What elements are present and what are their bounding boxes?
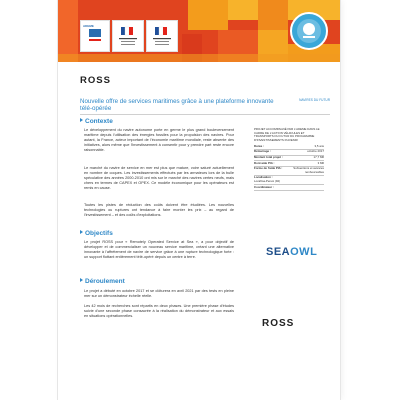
bullet-arrow-icon — [80, 118, 83, 122]
info-key: Dont aide PIA : — [254, 160, 275, 165]
info-value: Locafloa-Penvé (92) — [254, 179, 281, 184]
republique-francaise-logo-2 — [146, 20, 178, 52]
headline: Nouvelle offre de services maritimes grâce à une plateforme innovante télé-opérée — [80, 98, 274, 112]
section-heading-objectifs — [80, 230, 113, 237]
info-value: 3,5 ans — [314, 143, 324, 148]
contexte-paragraph-2: Le marché du navire de service en mer est plus que mature, voire saturé actuellement en nombre de coques. Les investissements effectués par les armateurs lors de la bulle spéculative des années 2000-2010 ont mis sur le marché des navires certes neufs, mais chers en termes de CAPEX et OPEX. Ce modèle économique pour les opérateurs est remis en cause. — [84, 166, 234, 190]
seaowl-logo — [266, 246, 317, 258]
deroulement-paragraph-1: Le projet a débuté en octobre 2017 et se clôturera en avril 2021 par des tests en pleine mer sur un démonstrateur échelle réelle. — [84, 289, 234, 298]
info-key: Forme de l'aide PIA : — [254, 166, 283, 171]
section-heading-contexte — [80, 118, 113, 125]
info-key: Durée : — [254, 143, 264, 148]
project-info-sidebar — [254, 128, 324, 191]
investissements-avenir-badge — [290, 12, 328, 50]
info-key: Montant total projet : — [254, 155, 283, 160]
marianne-icon — [113, 21, 143, 51]
coordinateur-block — [254, 185, 324, 191]
header-divider — [80, 114, 330, 115]
info-key: Localisation : — [254, 175, 273, 180]
contexte-paragraph-1: Le développement du navire autonome porte en germe le plus grand bouleversement maritime depuis l'utilisation des énergies fossiles pour la propulsion des navires. Pour autant, la France, acteur important de l'économie maritime mondiale, reste absente des initiatives, alors même que l'investissement à consentir pour y prendre part reste encore raisonnable. — [84, 128, 234, 152]
contexte-paragraph-3: Toutes les pistes de réduction des coûts doivent être étudiées. Les nouvelles technologies ou ruptures ont tendance à faire monter les prix – au regard de l'investissement – et des coûts d'exploitations. — [84, 203, 234, 217]
republique-francaise-logo-1 — [112, 20, 144, 52]
heading-text: Déroulement — [85, 278, 125, 285]
project-title: ROSS — [80, 75, 111, 86]
ross-logo: ROSS — [262, 318, 295, 329]
ademe-mark-icon — [81, 21, 109, 51]
ademe-logo-text: ADEME — [83, 24, 94, 28]
bullet-arrow-icon — [80, 230, 83, 234]
objectifs-paragraph-1: Le projet ROSS pour « Remotely Operated Service at Sea », a pour objectif de développer et de commercialiser un nouveau service maritime, créant une alternative innovante à l'affrètement de navire de service grâce à une rupture technologique forte : un support flottant entièrement télé-opéré depuis un centre à terre. — [84, 240, 234, 259]
document-page — [58, 0, 340, 400]
bullet-arrow-icon — [80, 278, 83, 282]
category-tag: NAVIRES DU FUTUR — [299, 98, 330, 102]
section-heading-deroulement — [80, 278, 125, 285]
info-key: Coordinateur : — [254, 184, 274, 189]
info-value: 17,7 M€ — [313, 155, 324, 160]
info-value: Subventions et avances remboursables — [293, 166, 324, 174]
heading-text: Contexte — [85, 118, 113, 125]
sidebar-intro: PROJET ACCOMPAGNÉ PAR L'ADEME DANS LE CADRE DE L'ACTION VÉHICULES ET TRANSPORTS DU FUTUR DU PROGRAMME D'INVESTISSEMENTS D'AVENIR — [254, 127, 320, 142]
info-value: 3 M€ — [317, 160, 324, 165]
seaowl-logo-part-a: SEA — [266, 246, 291, 258]
seaowl-logo-part-b: OWL — [290, 246, 318, 258]
marianne-icon — [147, 21, 177, 51]
deroulement-paragraph-2: Les 42 mois de recherches sont répartis en deux phases. Une première phase d'études suivie d'une seconde phase consacrée à la réalisation du démonstrateur et aux essais en situations opérationnelles. — [84, 304, 234, 318]
heading-text: Objectifs — [85, 230, 113, 237]
badge-emblem-icon — [292, 14, 326, 48]
info-value: octobre 2017 — [307, 149, 324, 154]
info-key: Démarrage : — [254, 149, 271, 154]
header-banner — [58, 0, 340, 62]
ademe-logo — [80, 20, 110, 52]
